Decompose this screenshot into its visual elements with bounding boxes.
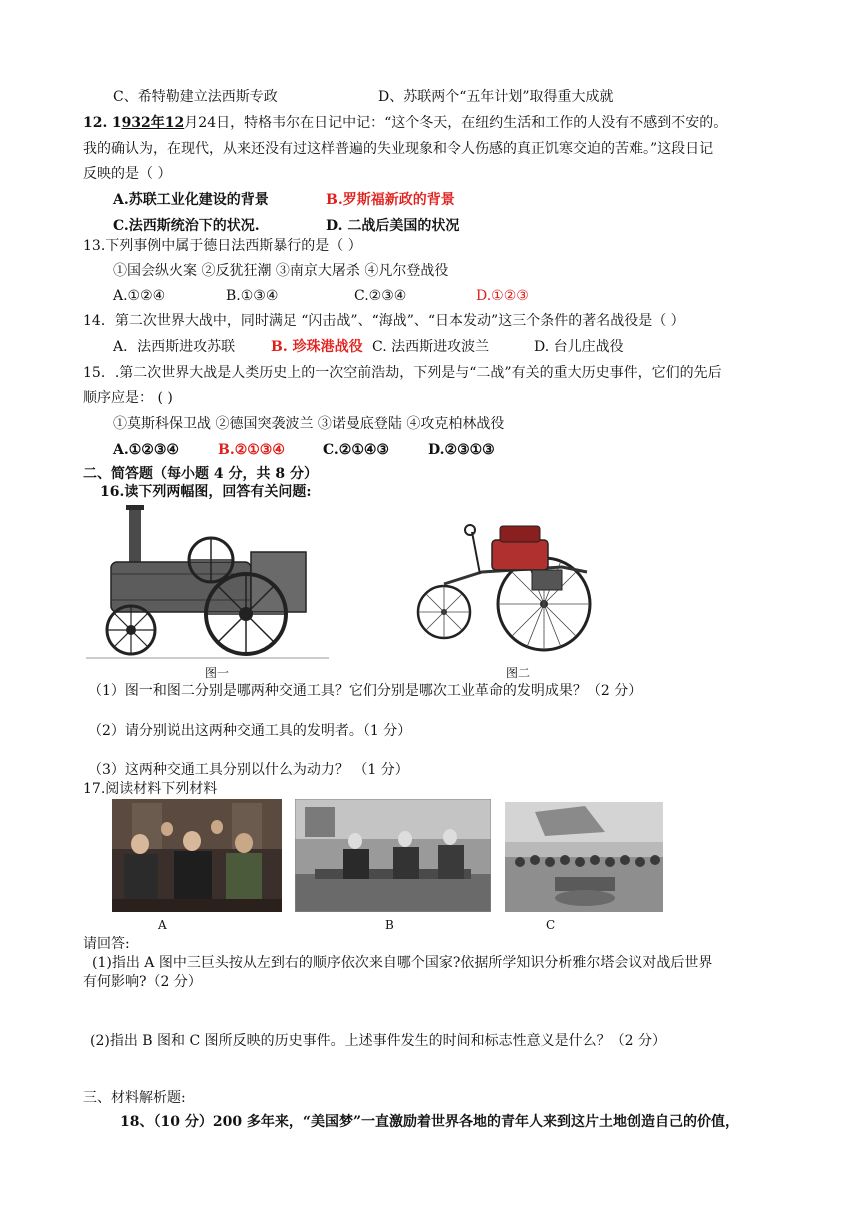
- q17-caption-b: B: [385, 918, 394, 932]
- q11-option-d: D、苏联两个“五年计划”取得重大成就: [378, 89, 614, 105]
- q12-number: 12.: [83, 115, 108, 131]
- q17-sub2: (2)指出 B 图和 C 图所反映的历史事件。上述事件发生的时间和标志性意义是什么？（2 分）: [90, 1033, 666, 1049]
- q17-sub1-line2: 有何影响?（2 分）: [83, 974, 202, 990]
- q16-caption-figure1: 图一: [205, 666, 230, 680]
- q12-option-d: D. 二战后美国的状况: [326, 218, 460, 234]
- q13-items: ①国会纵火案 ②反犹狂潮 ③南京大屠杀 ④凡尔登战役: [113, 263, 449, 279]
- q12-option-c: C.法西斯统治下的状况.: [113, 218, 260, 234]
- q17-prompt: 请回答:: [83, 936, 130, 952]
- q12-stem-rest: 月24日，特格韦尔在日记中记：“这个冬天，在纽约生活和工作的人没有不感到不安的。: [184, 115, 728, 131]
- q14-option-d: D. 台儿庄战役: [534, 339, 624, 355]
- q14-option-b-answer: B. 珍珠港战役: [271, 339, 363, 355]
- q16-stem: 16.读下列两幅图，回答有关问题:: [100, 484, 312, 500]
- q16-sub1: （1）图一和图二分别是哪两种交通工具？它们分别是哪次工业革命的发明成果？（2 分）: [88, 683, 643, 699]
- q12-stem: [83, 114, 727, 132]
- surrender-signing-photo: [295, 799, 491, 912]
- q14-option-a: A．法西斯进攻苏联: [113, 339, 236, 355]
- yalta-three-leaders-photo: [112, 799, 282, 912]
- q14-option-c: C. 法西斯进攻波兰: [372, 339, 490, 355]
- q15-option-d: D.②③①③: [428, 442, 495, 458]
- q17-stem: 17.阅读材料下列材料: [83, 781, 218, 797]
- q15-option-b-answer: B.②①③④: [218, 442, 285, 458]
- q16-caption-figure2: 图二: [506, 666, 531, 680]
- q13-option-a: A.①②④: [113, 288, 166, 304]
- q12-stem-line3: 反映的是（ ）: [83, 166, 172, 182]
- section-3-heading: 三、材料解析题:: [83, 1090, 186, 1106]
- q13-option-b: B.①③④: [226, 288, 279, 304]
- q17-caption-a: A: [158, 918, 167, 932]
- q17-sub1-line1: (1)指出 A 图中三巨头按从左到右的顺序依次来自哪个国家?依据所学知识分析雅尔塔会议对战后世界: [92, 955, 713, 971]
- motor-car-figure: [412, 512, 612, 662]
- q13-stem: 13.下列事例中属于德日法西斯暴行的是（ ）: [83, 238, 362, 254]
- section-2-heading: 二、简答题（每小题 4 分，共 8 分）: [83, 466, 318, 482]
- q14-stem: 14．第二次世界大战中，同时满足 “闪击战”、“海战”、“日本发动”这三个条件的著名战役是（ ）: [83, 313, 685, 329]
- q16-sub3: （3）这两种交通工具分别以什么为动力？ （1 分）: [88, 762, 409, 778]
- q18-text: 18、（10 分）200 多年来，“美国梦”一直激励着世界各地的青年人来到这片土地创造自己的价值，: [120, 1114, 740, 1130]
- q11-option-c: C、希特勒建立法西斯专政: [113, 89, 278, 105]
- q15-stem: 15．.第二次世界大战是人类历史上的一次空前浩劫，下列是与“二战”有关的重大历史事件，它们的先后: [83, 365, 722, 381]
- steam-engine-figure: [86, 502, 329, 662]
- q17-caption-c: C: [546, 918, 556, 932]
- ship-surrender-ceremony-photo: [505, 802, 663, 912]
- q12-year-prefix: 1: [111, 115, 122, 131]
- q16-sub2: （2）请分别说出这两种交通工具的发明者。（1 分）: [88, 723, 412, 739]
- q12-year-underlined: 932年12: [121, 115, 185, 131]
- q12-option-b-answer: B.罗斯福新政的背景: [326, 192, 455, 208]
- q15-option-a: A.①②③④: [113, 442, 179, 458]
- q13-option-d-answer: D.①②③: [476, 288, 529, 304]
- q18-line1: [120, 1113, 739, 1131]
- q15-option-c: C.②①④③: [323, 442, 389, 458]
- q15-stem-line2: 顺序应是： ( ): [83, 390, 173, 406]
- q15-items: ①莫斯科保卫战 ②德国突袭波兰 ③诺曼底登陆 ④攻克柏林战役: [113, 416, 505, 432]
- q12-stem-line2: 我的确认为，在现代，从来还没有过这样普遍的失业现象和令人伤感的真正饥寒交迫的苦难。”这段日记: [83, 141, 714, 157]
- q12-option-a: A.苏联工业化建设的背景: [113, 192, 269, 208]
- q13-option-c: C.②③④: [354, 288, 407, 304]
